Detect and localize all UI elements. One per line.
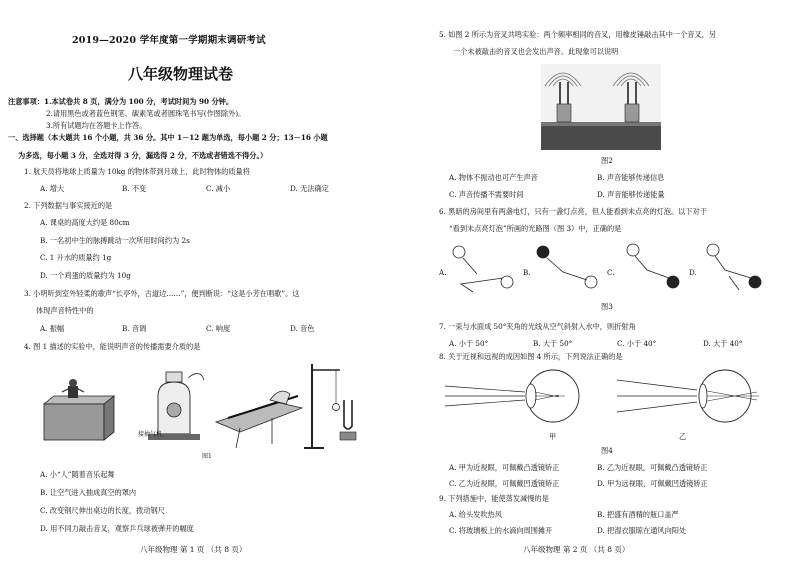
notice-line-2: 2.请用黑色或者蓝色钢笔、碳素笔或者圆珠笔书写(作图除外)。 <box>46 109 246 118</box>
option-d-diagram <box>707 244 761 290</box>
steel-ruler-illustration <box>216 391 302 448</box>
q8-stem: 8. 关于近视和远视的成因如图 4 所示，下列说法正确的是 <box>439 352 623 361</box>
q5-option-a: A. 物体不振动也可产生声音 <box>449 173 538 182</box>
q5-option-b: B. 声音能够传递信息 <box>597 173 665 182</box>
q5-stem-2: 一个未被敲击的音叉也会发出声音。此现象可以说明 <box>453 47 619 56</box>
q9-option-a: A. 给头发吹热风 <box>449 510 502 519</box>
q3-option-a: A. 振幅 <box>40 324 65 333</box>
q1-stem: 1. 航天员将地球上质量为 10kg 的物体带到月球上，此时物体的质量将 <box>24 167 250 176</box>
q1-option-d: D. 无法确定 <box>290 184 329 193</box>
page-2-footer: 八年级物理 第 2 页 （共 8 页） <box>523 545 630 554</box>
figure-4-label-right: 乙 <box>679 432 687 441</box>
q2-option-c: C. 1 升水的质量约 1g <box>40 253 112 262</box>
page-1-footer: 八年级物理 第 1 页 （共 8 页） <box>140 545 247 554</box>
figure-1-caption: 图1 <box>202 453 212 460</box>
q5-stem-1: 5. 如图 2 所示为音叉共鸣实验：两个频率相同的音叉，用橡皮锤敲击其中一个音叉，另 <box>439 30 717 39</box>
q6-stem-2: “看到未点亮灯泡”所画的光路图（图 3）中，正确的是 <box>449 224 622 233</box>
q3-option-d: D. 音色 <box>290 324 315 333</box>
notice-line-1: 注意事项：1.本试卷共 8 页，满分为 100 分，考试时间为 90 分钟。 <box>8 97 234 106</box>
q9-option-b: B. 把盛有酒精的瓶口盖严 <box>597 510 679 519</box>
figure-4 <box>441 366 771 438</box>
figure-1 <box>40 356 370 456</box>
figure-3-label-a: A. <box>439 268 447 277</box>
q7-option-d: D. 大于 40° <box>703 339 743 348</box>
figure-3-label-b: B. <box>523 268 531 277</box>
q1-option-b: B. 不变 <box>122 184 147 193</box>
q2-stem: 2. 下列数据与事实接近的是 <box>24 201 113 210</box>
eye-diagram-left <box>445 370 579 422</box>
eye-diagram-right <box>617 370 759 422</box>
figure-2-caption: 图2 <box>601 156 613 165</box>
figure-3-caption: 图3 <box>601 302 613 311</box>
q9-option-c: C. 将玻璃板上的水滴向周围摊开 <box>449 526 553 535</box>
option-b-diagram <box>537 246 597 288</box>
q4-stem: 4. 图 1 描述的实验中，能说明声音的传播需要介质的是 <box>24 342 201 351</box>
q7-option-c: C. 小于 40° <box>617 339 657 348</box>
q8-option-c: C. 乙为近视眼，可佩戴凹透镜矫正 <box>449 479 560 488</box>
q2-option-d: D. 一个鸡蛋的质量约为 10g <box>40 271 131 280</box>
q3-stem-2: 体现声音特性中的 <box>36 306 94 315</box>
q3-option-b: B. 音调 <box>122 324 147 333</box>
notice-line-3: 3.所有试题均在答题卡上作答。 <box>46 121 147 130</box>
figure-2 <box>541 64 661 150</box>
q3-stem-1: 3. 小明听到室外轻柔的歌声“长亭外，古道边……”，便判断说：“这是小芳在唱歌”。这 <box>24 289 300 298</box>
figure-3-label-c: C. <box>607 268 615 277</box>
section-1-line-1: 一、选择题（本大题共 16 个小题，共 36 分。其中 1－12 题为单选，每小题 2 分；13－16 小题 <box>8 133 328 142</box>
figure-1-pump-label: 接抽气机 <box>138 431 163 438</box>
q1-option-c: C. 减小 <box>206 184 231 193</box>
q7-option-b: B. 大于 50° <box>533 339 573 348</box>
speaker-box-illustration <box>44 379 114 440</box>
exam-title: 八年级物理试卷 <box>128 65 234 83</box>
figure-3-label-d: D. <box>689 268 697 277</box>
figure-4-caption: 图4 <box>601 446 613 455</box>
exam-header: 2019—2020 学年度第一学期期末调研考试 <box>72 35 266 46</box>
q7-stem: 7. 一束与水面成 50°夹角的光线从空气斜射入水中，则折射角 <box>439 322 636 331</box>
exam-page-2 <box>397 0 794 561</box>
q5-option-d: D. 声音能够传递能量 <box>597 190 665 199</box>
q4-option-a: A. 小“人”随着音乐起舞 <box>40 470 115 479</box>
figure-4-label-left: 甲 <box>549 432 557 441</box>
option-a-diagram <box>453 246 513 292</box>
section-1-line-2: 为多选，每小题 3 分，全选对得 3 分，漏选得 2 分，不选或者错选不得分。） <box>18 151 268 160</box>
option-c-diagram <box>627 244 679 288</box>
q6-stem-1: 6. 黑暗的房间里有两盏电灯，只有一盏灯点亮，但人能看到未点亮的灯泡。以下对于 <box>439 207 707 216</box>
q9-stem: 9. 下列措施中，能使蒸发减慢的是 <box>439 494 549 503</box>
q8-option-a: A. 甲为近视眼，可佩戴凸透镜矫正 <box>449 463 560 472</box>
tuning-fork-stand-illustration <box>304 364 356 448</box>
q8-option-b: B. 乙为近视眼，可佩戴凸透镜矫正 <box>597 463 708 472</box>
q5-option-c: C. 声音传播不需要时间 <box>449 190 524 199</box>
q4-option-d: D. 用不同力敲击音叉，观察乒乓球被弹开的幅度 <box>40 524 194 533</box>
q9-option-d: D. 把湿衣服晾在通风向阳处 <box>597 526 687 535</box>
q4-option-c: C. 改变钢尺伸出桌边的长度，拨动钢尺 <box>40 506 165 515</box>
q8-option-d: D. 甲为远视眼，可佩戴凹透镜矫正 <box>597 479 708 488</box>
q7-option-a: A. 小于 50° <box>449 339 489 348</box>
q3-option-c: C. 响度 <box>206 324 231 333</box>
q1-option-a: A. 增大 <box>40 184 65 193</box>
q2-option-b: B. 一名初中生的脉搏跳动一次所用时间约为 2s <box>40 236 190 245</box>
q2-option-a: A. 课桌的高度大约是 80cm <box>40 218 130 227</box>
q4-option-b: B. 让空气进入抽成真空的罩内 <box>40 488 137 497</box>
